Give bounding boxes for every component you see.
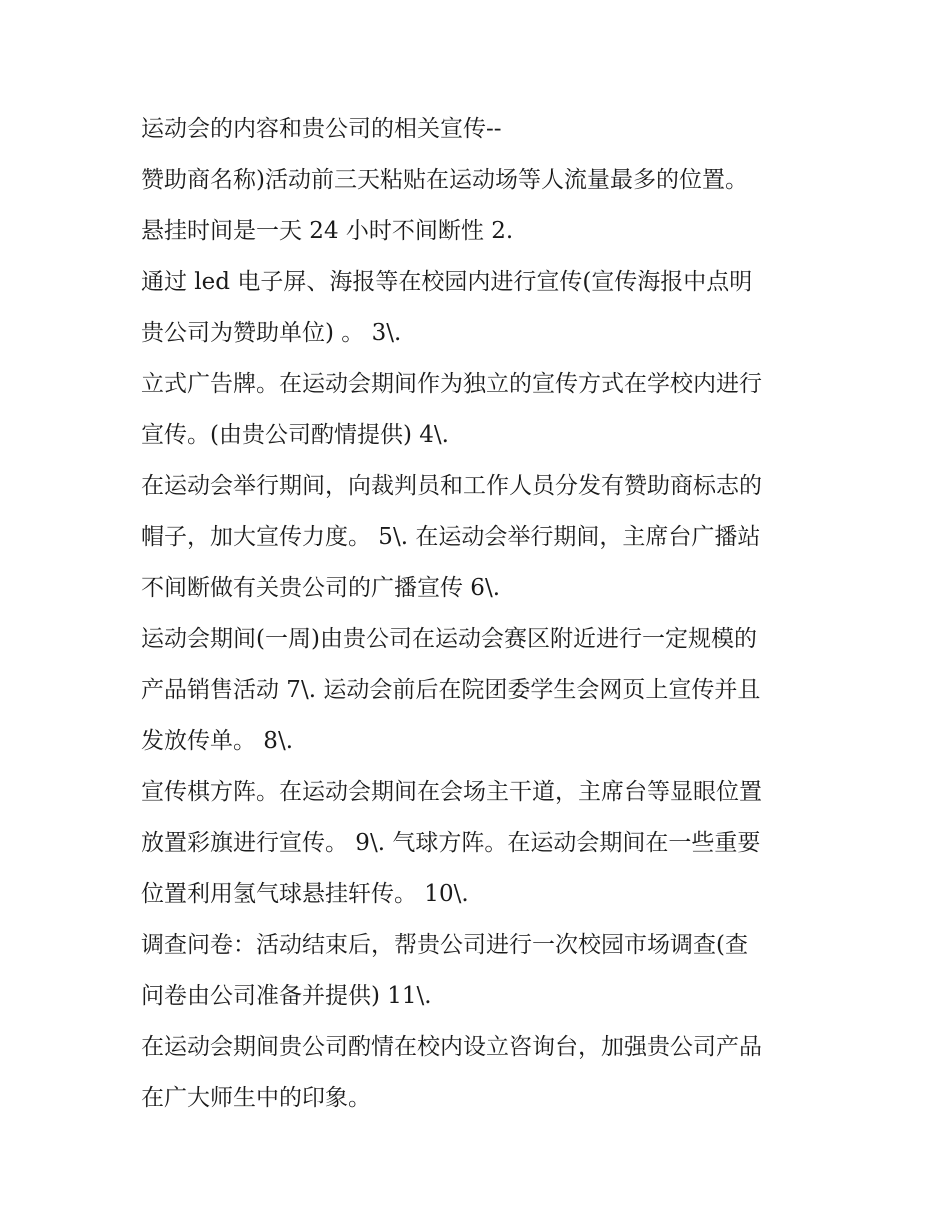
- text-line: 贵公司为赞助单位) 。 3\.: [141, 320, 402, 346]
- text-line: 发放传单。 8\.: [141, 728, 294, 754]
- text-line: 位置利用氢气球悬挂轩传。 10\.: [141, 881, 469, 907]
- text-line: 立式广告牌。在运动会期间作为独立的宣传方式在学校内进行: [141, 371, 762, 397]
- text-line: 在广大师生中的印象。: [141, 1085, 371, 1111]
- text-line: 问卷由公司准备并提供) 11\.: [141, 983, 432, 1009]
- text-line: 赞助商名称)活动前三天粘贴在运动场等人流量最多的位置。: [141, 167, 748, 193]
- text-line: 运动会期间(一周)由贵公司在运动会赛区附近进行一定规模的: [141, 626, 757, 652]
- text-line: 运动会的内容和贵公司的相关宣传--: [141, 116, 502, 142]
- text-line: 在运动会期间贵公司酌情在校内设立咨询台，加强贵公司产品: [141, 1034, 762, 1060]
- text-line: 悬挂时间是一天 24 小时不间断性 2.: [141, 218, 514, 244]
- text-line: 放置彩旗进行宣传。 9\. 气球方阵。在运动会期间在一些重要: [141, 830, 761, 856]
- text-line: 不间断做有关贵公司的广播宣传 6\.: [141, 575, 501, 601]
- text-line: 产品销售活动 7\. 运动会前后在院团委学生会网页上宣传并且: [141, 677, 761, 703]
- text-line: 调查问卷：活动结束后，帮贵公司进行一次校园市场调查(查: [141, 932, 748, 958]
- text-line: 在运动会举行期间，向裁判员和工作人员分发有赞助商标志的: [141, 473, 762, 499]
- document-body: [141, 104, 821, 1124]
- text-line: 帽子，加大宣传力度。 5\. 在运动会举行期间，主席台广播站: [141, 524, 761, 550]
- text-line: 宣传棋方阵。在运动会期间在会场主干道，主席台等显眼位置: [141, 779, 762, 805]
- text-line: 宣传。(由贵公司酌情提供) 4\.: [141, 422, 449, 448]
- text-line: 通过 led 电子屏、海报等在校园内进行宣传(宣传海报中点明: [141, 269, 753, 295]
